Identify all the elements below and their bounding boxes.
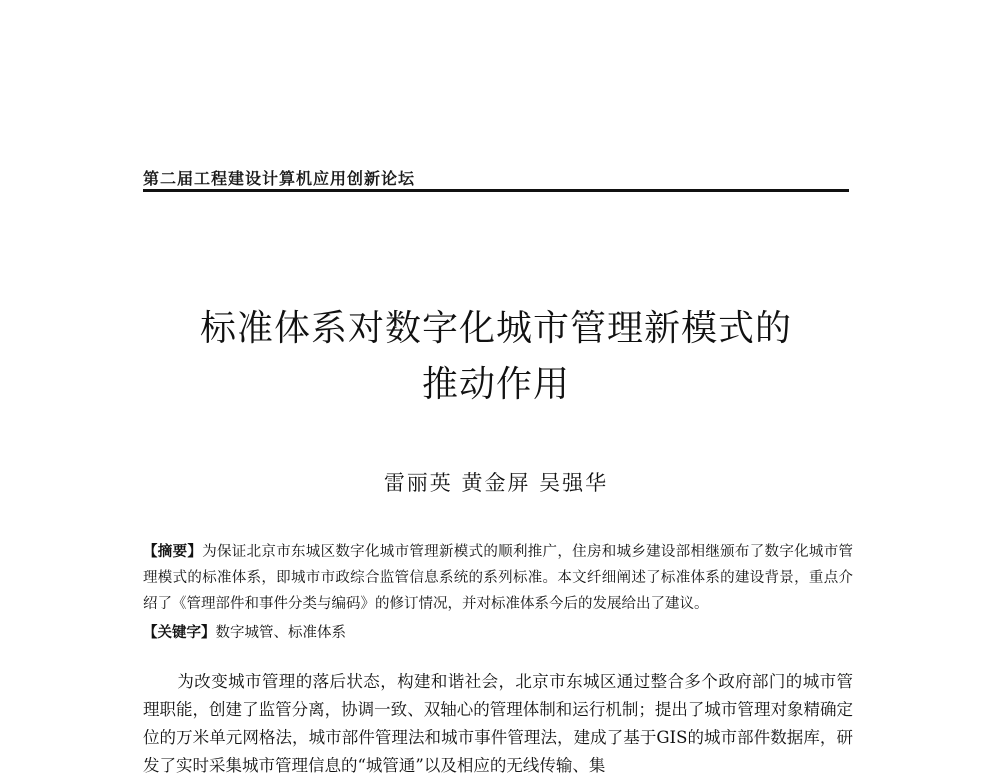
keywords-text: 数字城管、标准体系 xyxy=(215,625,346,641)
running-header: 第二届工程建设计算机应用创新论坛 xyxy=(143,169,416,188)
keywords-label: 【关键字】 xyxy=(143,625,216,641)
abstract xyxy=(143,539,853,617)
paper-title-line-2: 推动作用 xyxy=(421,364,570,405)
paper-title-line-1: 标准体系对数字化城市管理新模式的 xyxy=(199,308,792,349)
abstract-text: 为保证北京市东城区数字化城市管理新模式的顺利推广，住房和城乡建设部相继颁布了数字化城市管理模式的标准体系，即城市市政综合监管信息系统的系列标准。本文纤细阐述了标准体系的建设背景，重点介绍了《管理部件和事件分类与编码》的修订情况，并对标准体系今后的发展给出了建议。 xyxy=(143,544,854,612)
abstract-label: 【摘要】 xyxy=(143,544,203,560)
body-paragraph xyxy=(143,668,853,780)
keywords xyxy=(143,621,346,642)
body-paragraph-text: 为改变城市管理的落后状态，构建和谐社会，北京市东城区通过整合多个政府部门的城市管理职能，创建了监管分离，协调一致、双轴心的管理体制和运行机制；提出了城市管理对象精确定位的万米单元网格法，城市部件管理法和城市事件管理法，建成了基于GIS的城市部件数据库，研发了实时采集城市管理信息的“城管通”以及相应的无线传输、集 xyxy=(143,672,853,775)
header-rule xyxy=(143,189,849,192)
author-list: 雷丽英 黄金屏 吴强华 xyxy=(383,471,609,495)
